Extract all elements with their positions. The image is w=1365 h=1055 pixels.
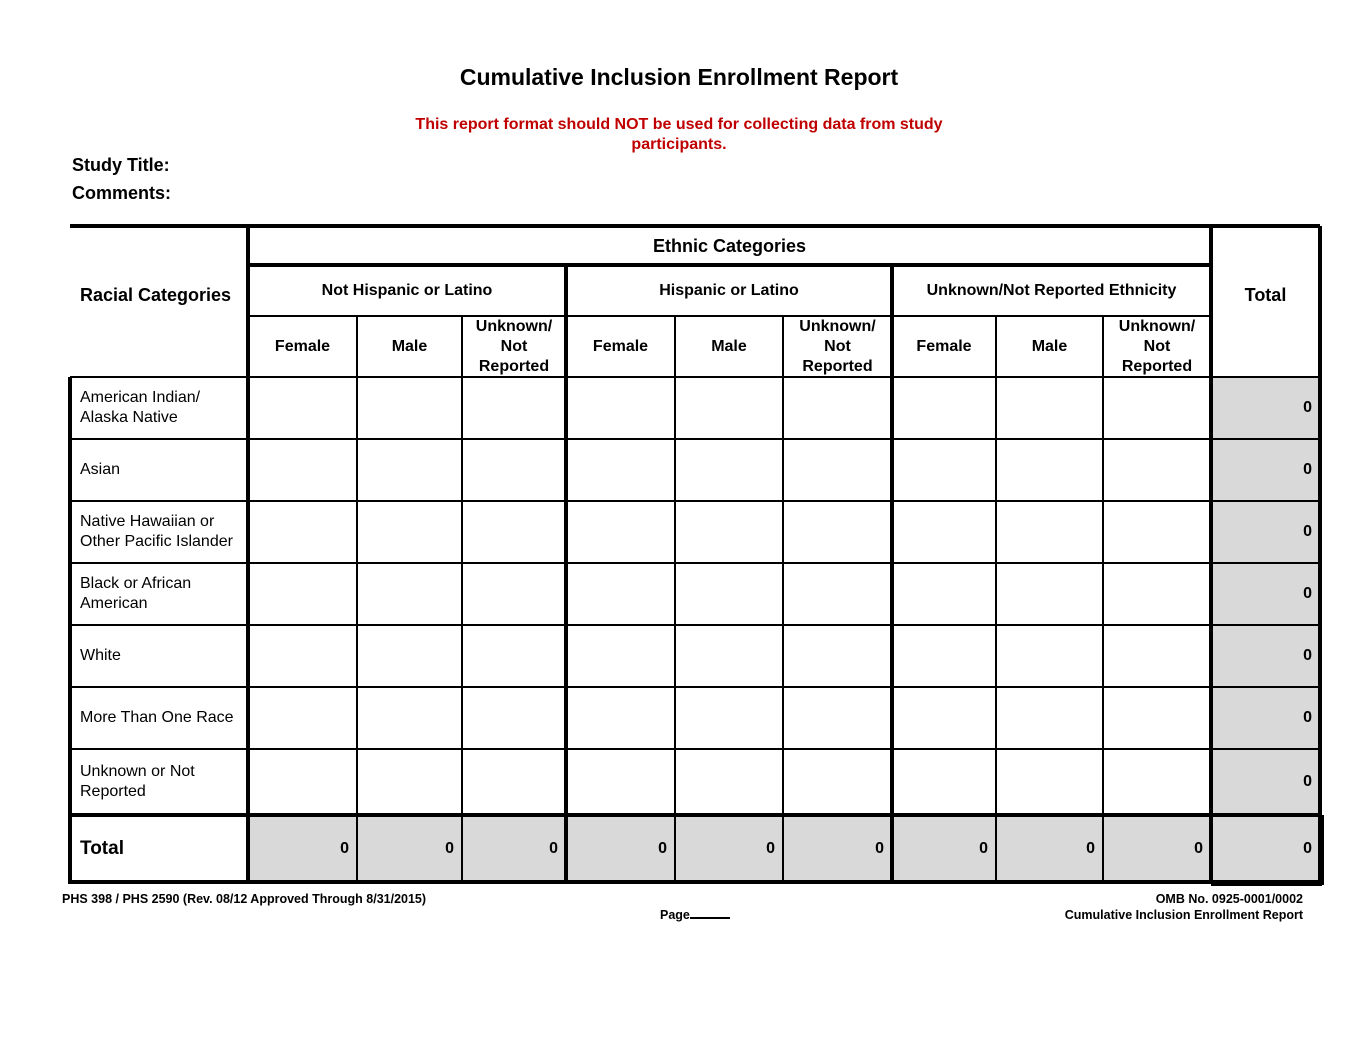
table-rule	[70, 500, 1320, 502]
table-rule	[70, 748, 1320, 750]
form-id: PHS 398 / PHS 2590 (Rev. 08/12 Approved Through 8/31/2015)	[62, 892, 427, 906]
sex-header: Female	[592, 337, 649, 355]
column-total: 0	[248, 815, 357, 882]
data-entry-cell[interactable]	[357, 439, 462, 501]
data-entry-cell[interactable]	[357, 377, 462, 439]
data-entry-cell[interactable]	[996, 749, 1103, 815]
table-rule	[1319, 815, 1324, 885]
table-rule	[70, 376, 1320, 378]
total-header: Total	[1244, 284, 1287, 305]
table-rule	[461, 316, 463, 882]
row-total: 0	[1211, 749, 1320, 815]
data-entry-cell[interactable]	[996, 687, 1103, 749]
racial-categories-header: Racial Categories	[80, 284, 232, 305]
table-rule	[70, 686, 1320, 688]
data-entry-cell[interactable]	[357, 749, 462, 815]
data-entry-cell[interactable]	[996, 563, 1103, 625]
page-title: Cumulative Inclusion Enrollment Report	[459, 64, 899, 90]
omb-number: OMB No. 0925-0001/0002	[1155, 892, 1303, 906]
data-entry-cell[interactable]	[566, 687, 675, 749]
data-entry-cell[interactable]	[357, 501, 462, 563]
ethnicity-header: Hispanic or Latino	[659, 281, 799, 299]
race-label: Native Hawaiian or Other Pacific Islander	[80, 513, 233, 550]
data-entry-cell[interactable]	[248, 625, 357, 687]
data-entry-cell[interactable]	[783, 439, 892, 501]
table-rule	[1318, 226, 1322, 884]
table-rule	[70, 438, 1320, 440]
data-entry-cell[interactable]	[996, 625, 1103, 687]
race-label: Unknown or Not Reported	[80, 763, 195, 800]
data-entry-cell[interactable]	[566, 439, 675, 501]
data-entry-cell[interactable]	[996, 501, 1103, 563]
row-total: 0	[1211, 501, 1320, 563]
sex-header: Unknown/ Not Reported	[799, 317, 876, 375]
sex-header: Male	[1031, 337, 1068, 355]
data-entry-cell[interactable]	[1103, 749, 1211, 815]
data-entry-cell[interactable]	[1103, 377, 1211, 439]
comments-label: Comments:	[72, 183, 172, 203]
data-entry-cell[interactable]	[1103, 687, 1211, 749]
sex-header: Male	[391, 337, 428, 355]
column-total: 0	[357, 815, 462, 882]
data-entry-cell[interactable]	[1103, 625, 1211, 687]
data-entry-cell[interactable]	[248, 749, 357, 815]
data-entry-cell[interactable]	[892, 687, 996, 749]
data-entry-cell[interactable]	[892, 563, 996, 625]
race-label: Black or African American	[80, 575, 192, 612]
column-total: 0	[783, 815, 892, 882]
race-label: American Indian/ Alaska Native	[80, 389, 201, 426]
data-entry-cell[interactable]	[248, 377, 357, 439]
data-entry-cell[interactable]	[783, 377, 892, 439]
data-entry-cell[interactable]	[996, 377, 1103, 439]
data-entry-cell[interactable]	[675, 501, 783, 563]
data-entry-cell[interactable]	[566, 563, 675, 625]
row-total: 0	[1211, 625, 1320, 687]
table-rule	[564, 265, 568, 882]
table-rule	[70, 813, 1320, 817]
data-entry-cell[interactable]	[462, 439, 566, 501]
data-entry-cell[interactable]	[462, 563, 566, 625]
table-rule	[995, 316, 997, 882]
column-total: 0	[675, 815, 783, 882]
data-entry-cell[interactable]	[566, 377, 675, 439]
sex-header: Female	[274, 337, 331, 355]
data-entry-cell[interactable]	[1103, 563, 1211, 625]
table-rule	[70, 224, 1320, 228]
table-rule	[782, 316, 784, 882]
data-entry-cell[interactable]	[675, 687, 783, 749]
warning-text: This report format should NOT be used for collecting data from study participants.	[415, 116, 943, 153]
data-entry-cell[interactable]	[996, 439, 1103, 501]
data-entry-cell[interactable]	[357, 563, 462, 625]
sex-header: Unknown/ Not Reported	[475, 317, 553, 375]
row-total: 0	[1211, 377, 1320, 439]
data-entry-cell[interactable]	[783, 687, 892, 749]
data-entry-cell[interactable]	[892, 501, 996, 563]
table-rule	[248, 315, 1211, 317]
data-entry-cell[interactable]	[357, 687, 462, 749]
sex-header: Male	[711, 337, 747, 355]
data-entry-cell[interactable]	[566, 501, 675, 563]
sex-header: Unknown/ Not Reported	[1118, 317, 1196, 375]
study-title-label: Study Title:	[72, 155, 170, 175]
data-entry-cell[interactable]	[248, 687, 357, 749]
data-entry-cell[interactable]	[1103, 439, 1211, 501]
column-total: 0	[1103, 815, 1211, 882]
data-entry-cell[interactable]	[248, 563, 357, 625]
data-entry-cell[interactable]	[462, 749, 566, 815]
data-entry-cell[interactable]	[675, 439, 783, 501]
table-rule	[890, 265, 894, 882]
data-entry-cell[interactable]	[357, 625, 462, 687]
table-rule	[248, 263, 1211, 267]
data-entry-cell[interactable]	[783, 749, 892, 815]
page-label: Page	[660, 908, 690, 922]
data-entry-cell[interactable]	[248, 501, 357, 563]
data-entry-cell[interactable]	[462, 687, 566, 749]
race-label: Asian	[80, 461, 121, 478]
table-rule	[356, 316, 358, 882]
table-rule	[70, 562, 1320, 564]
table-rule	[1209, 226, 1213, 884]
data-entry-cell[interactable]	[675, 563, 783, 625]
data-entry-cell[interactable]	[892, 439, 996, 501]
data-entry-cell[interactable]	[462, 377, 566, 439]
data-entry-cell[interactable]	[462, 625, 566, 687]
footer-report-name: Cumulative Inclusion Enrollment Report	[1064, 908, 1303, 922]
data-entry-cell[interactable]	[675, 377, 783, 439]
column-total: 0	[566, 815, 675, 882]
column-total: 0	[996, 815, 1103, 882]
data-entry-cell[interactable]	[1103, 501, 1211, 563]
row-total: 0	[1211, 687, 1320, 749]
data-entry-cell[interactable]	[783, 625, 892, 687]
page-number	[660, 908, 730, 922]
row-total: 0	[1211, 439, 1320, 501]
total-row-label: Total	[80, 837, 124, 859]
race-label: More Than One Race	[80, 709, 234, 726]
data-entry-cell[interactable]	[566, 625, 675, 687]
data-entry-cell[interactable]	[783, 501, 892, 563]
data-entry-cell[interactable]	[248, 439, 357, 501]
ethnicity-header: Unknown/Not Reported Ethnicity	[926, 281, 1177, 299]
race-label: White	[80, 647, 121, 664]
column-total: 0	[892, 815, 996, 882]
data-entry-cell[interactable]	[675, 625, 783, 687]
column-total: 0	[462, 815, 566, 882]
data-entry-cell[interactable]	[675, 749, 783, 815]
table-rule	[1211, 881, 1322, 886]
data-entry-cell[interactable]	[892, 377, 996, 439]
table-rule	[246, 226, 250, 882]
table-rule	[674, 316, 676, 882]
data-entry-cell[interactable]	[892, 749, 996, 815]
data-entry-cell[interactable]	[783, 563, 892, 625]
data-entry-cell[interactable]	[462, 501, 566, 563]
sex-header: Female	[916, 337, 972, 355]
table-rule	[70, 624, 1320, 626]
table-rule	[1102, 316, 1104, 882]
ethnic-categories-header: Ethnic Categories	[652, 235, 807, 256]
table-rule	[68, 377, 72, 884]
row-total: 0	[1211, 563, 1320, 625]
table-rule	[70, 880, 1320, 884]
data-entry-cell[interactable]	[566, 749, 675, 815]
ethnicity-header: Not Hispanic or Latino	[321, 281, 493, 299]
data-entry-cell[interactable]	[892, 625, 996, 687]
grand-total: 0	[1211, 815, 1320, 882]
